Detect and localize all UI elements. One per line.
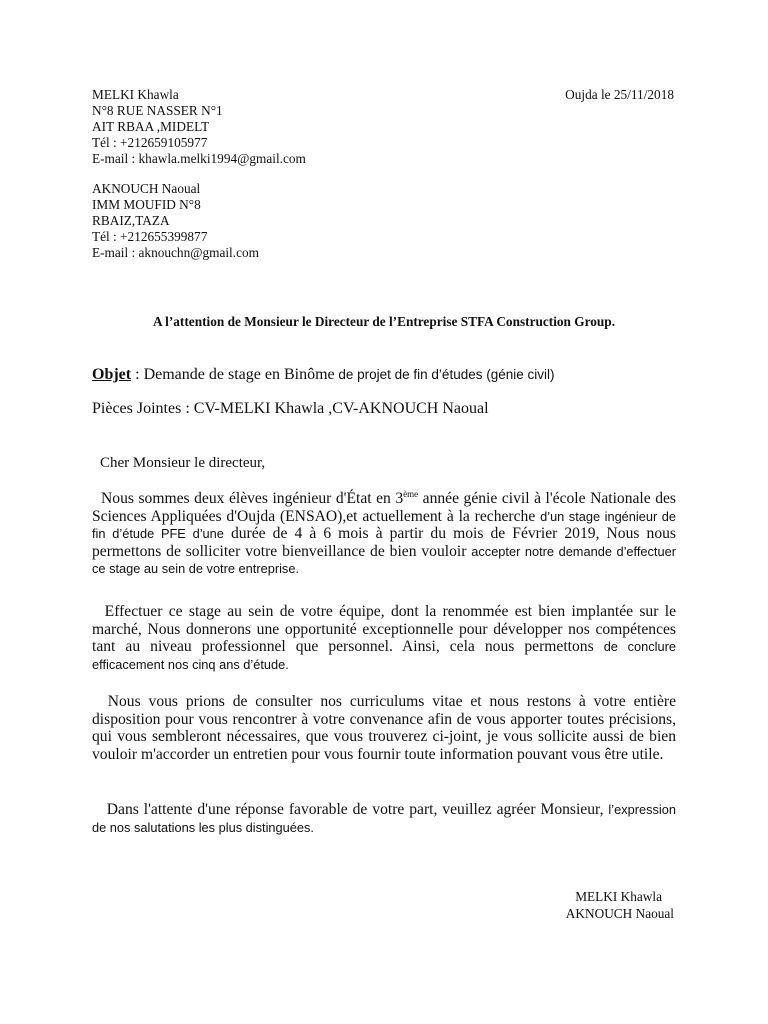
- p1-text-b: année génie civil à l'école Nationale des Sciences Appliquées d'Oujda (ENSAO),et actuellement à la recherche: [92, 490, 676, 525]
- body-paragraph-1: [92, 490, 676, 578]
- co-sender-block: [92, 181, 259, 261]
- body-paragraph-3: [92, 693, 676, 763]
- sender-address-line-1: N°8 RUE NASSER N°1: [92, 103, 223, 118]
- subject-text-continued: de projet de fin d’études (génie civil): [334, 367, 555, 382]
- co-sender-phone: Tél : +212655399877: [92, 229, 208, 244]
- sender-name: MELKI Khawla: [92, 87, 179, 102]
- p1-superscript: ème: [403, 488, 419, 499]
- p4-text-b: l’expression de nos salutations les plus distinguées.: [92, 802, 676, 835]
- p1-text-a: Nous sommes deux élèves ingénieur d'État en 3: [101, 490, 404, 507]
- letter-date: Oujda le 25/11/2018: [565, 87, 674, 102]
- co-sender-address-line-1: IMM MOUFID N°8: [92, 197, 201, 212]
- p2-text-b: de conclure efficacement nos cinq ans d’étude.: [92, 639, 676, 672]
- p4-text-a: Dans l'attente d'une réponse favorable de votre part, veuillez agréer Monsieur,: [106, 801, 609, 818]
- body-paragraph-2: [92, 603, 676, 673]
- body-paragraph-4: [92, 801, 676, 836]
- co-sender-name: AKNOUCH Naoual: [92, 181, 201, 196]
- signature-name-2: AKNOUCH Naoual: [565, 906, 674, 921]
- sender-block: [92, 87, 306, 167]
- sender-phone: Tél : +212659105977: [92, 135, 208, 150]
- co-sender-email: E-mail : aknouchn@gmail.com: [92, 245, 259, 260]
- attention-line: A l’attention de Monsieur le Directeur de l’Entreprise STFA Construction Group.: [152, 314, 616, 329]
- sender-email: E-mail : khawla.melki1994@gmail.com: [92, 151, 306, 166]
- p1-text-e: accepter notre demande d’effectuer ce stage au sein de votre entreprise.: [92, 543, 676, 577]
- p1-text-d: durée de 4 à 6 mois à partir du mois de Février 2019, Nous nous permettons de solliciter votre bienveillance de bien vouloir: [92, 525, 676, 560]
- p3-text: Nous vous prions de consulter nos curriculums vitae et nous restons à votre entière disposition pour vous rencontrer à votre convenance afin de vous apporter toutes précisions, qui vous sembleront nécessaires, que vous trouverez ci-joint, je vous sollicite aussi de bien vouloir m'accorder un entretien pour vous fournir toute information pouvant vous être utile.: [92, 693, 676, 763]
- subject-separator: :: [131, 366, 144, 383]
- subject-text: Demande de stage en Binôme: [143, 366, 335, 383]
- salutation: Cher Monsieur le directeur,: [100, 455, 266, 471]
- attachments-line: Pièces Jointes : CV-MELKI Khawla ,CV-AKNOUCH Naoual: [92, 400, 489, 417]
- signature-name-1: MELKI Khawla: [575, 889, 662, 904]
- p1-text-c: d’un stage ingénieur de fin d’étude PFE d’une: [92, 508, 676, 542]
- subject-line: [92, 366, 555, 384]
- p2-text-a: Effectuer ce stage au sein de votre équipe, dont la renommée est bien implantée sur le marché, Nous donnerons une opportunité exceptionnelle pour développer nos compétences tant au niveau professionnel que personnel. Ainsi, cela nous permettons: [92, 603, 677, 656]
- subject-label: Objet: [92, 366, 132, 383]
- co-sender-address-line-2: RBAIZ,TAZA: [92, 213, 170, 228]
- signature-block: [566, 888, 674, 922]
- sender-address-line-2: AIT RBAA ,MIDELT: [92, 119, 210, 134]
